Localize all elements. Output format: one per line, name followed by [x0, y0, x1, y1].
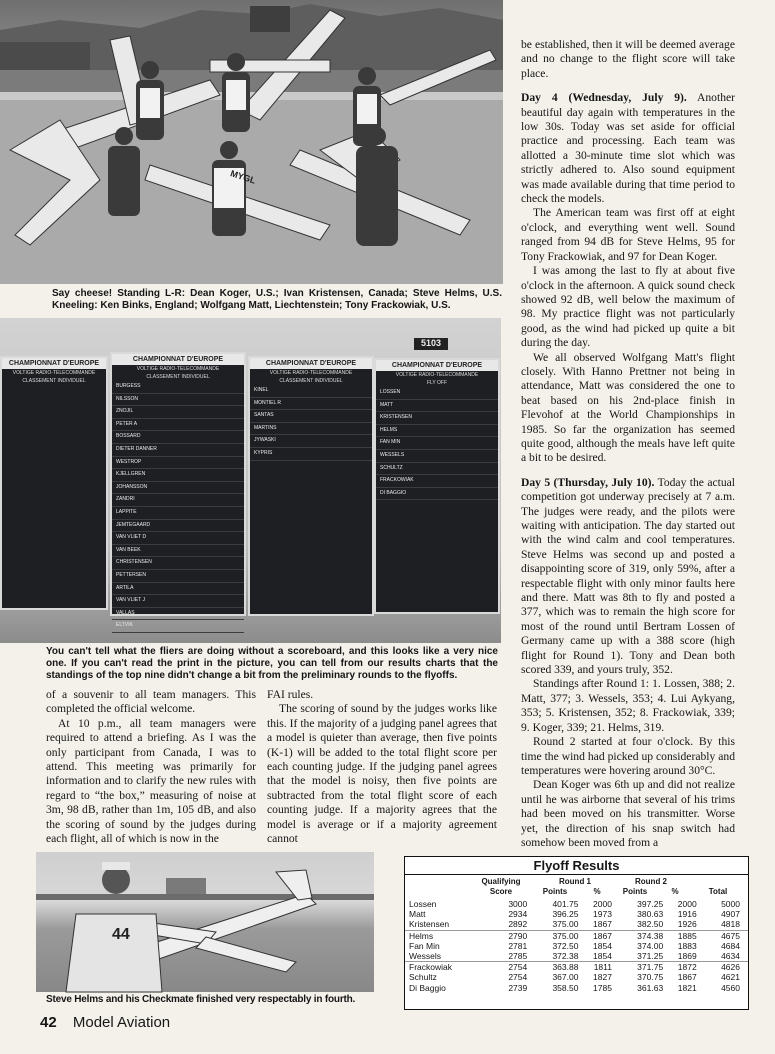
cell-total: 4560 — [721, 982, 740, 993]
cell-total: 4907 — [721, 909, 740, 920]
cell-r1-pts: 372.38 — [552, 951, 579, 962]
cell-name: Lossen — [409, 899, 437, 909]
board-name-row: DIETER DANNER — [112, 444, 244, 457]
paragraph: FAI rules. — [267, 688, 314, 701]
hat-number: 44 — [112, 926, 130, 943]
cell-total: 4675 — [697, 930, 748, 941]
board-1: CHAMPIONNAT D'EUROPE VOLTIGE RADIO-TELECOMMANDE CLASSEMENT INDIVIDUEL — [0, 356, 108, 610]
cell-r2-pct: 1867 — [677, 972, 697, 983]
cell-r2-pct: 1916 — [677, 909, 697, 920]
cell-total: 4818 — [721, 919, 740, 930]
day4-heading: Day 4 (Wednesday, July 9). — [521, 91, 687, 105]
flyoff-results-table — [404, 856, 749, 1010]
paragraph: Standings after Round 1: 1. Lossen, 388; 2. Matt, 377; 3. Wessels, 353; 4. Lui Aykyang, 353; 5. Kristensen, 352; 8. Frackowiak, 339; 9. Koger, 339; 21. Helms, 319. — [521, 677, 735, 734]
header-round2-pct: % — [671, 887, 679, 896]
cell-qual: 2754 — [470, 962, 527, 973]
cell-r1-pts: 363.88 — [527, 962, 578, 973]
table-row — [405, 941, 748, 951]
cell-r1-pts: 401.75 — [552, 899, 579, 909]
paragraph-day5 — [521, 476, 735, 678]
board-name-row: FRACKOWIAK — [376, 475, 498, 488]
flyoff-header — [405, 875, 748, 899]
table-row — [405, 983, 748, 993]
day4-body: Another beautiful day again with temperatures in the low 30s. Today was set aside for official practice and processing. Each team was allotted a 30-minute time slot which was strictly adhered to. Also sound equipment was made available during that time period to check the models. — [521, 91, 735, 206]
paragraph: Round 2 started at four o'clock. By this time the wind had picked up considerably and temperatures were hovering around 30°C. — [521, 735, 735, 777]
day5-body: Today the actual competition got underway precisely at 7 a.m. The judges were ready, and the pilots were waiting with anticipation. The day started out with the wind calm and cool temperatures. Steve Helms was second up and posted a disappointing score of 319, only 59%, after a respectable flight with only minor faults here and there. Matt was 8th to fly and posted a 377, which was to remain the high score for most of the round until Bertram Lossen of Germany came up with a 388 score (high flight for Round 1). Tony and Dean both scored 339, and yours truly, 352. — [521, 475, 735, 677]
table-row — [405, 962, 748, 973]
cell-total: 5000 — [721, 899, 740, 909]
cell-r2-pct: 1885 — [663, 930, 697, 941]
header-round2-points: Points — [622, 887, 648, 896]
cell-r2-pct: 2000 — [677, 899, 697, 909]
board-2-rows — [112, 381, 244, 633]
cell-r2-pts: 380.63 — [637, 909, 664, 920]
board-name-row: VAN VLIET D — [112, 532, 244, 545]
cell-qual: 2785 — [508, 951, 528, 962]
board-3: CHAMPIONNAT D'EUROPE VOLTIGE RADIO-TELECOMMANDE CLASSEMENT INDIVIDUEL KINEL MONTIEL R SANTAS MARTINS JYWASKI KYPRIS — [248, 356, 374, 616]
text-column-right — [521, 38, 735, 850]
cell-qual: 2934 — [508, 909, 528, 920]
board-name-row: BOSSARD — [112, 431, 244, 444]
cell-qual: 2790 — [470, 930, 527, 941]
board-name-row: KINEL — [250, 385, 372, 398]
paragraph-day4 — [521, 91, 735, 206]
flyoff-table-body — [405, 899, 748, 993]
cell-qual: 2739 — [508, 982, 528, 993]
cell-r1-pct: 1973 — [593, 909, 612, 920]
magazine-name: Model Aviation — [72, 1014, 171, 1031]
cell-r1-pct: 1854 — [593, 951, 612, 962]
cell-r2-pts: 374.00 — [637, 940, 664, 951]
board-name-row: SANTAS — [250, 410, 372, 423]
cell-r1-pts: 375.00 — [552, 919, 579, 930]
board-name-row: MONTIEL R — [250, 398, 372, 411]
header-round1: Round 1 — [559, 877, 591, 886]
cell-r2-pts: 370.75 — [637, 972, 664, 983]
paragraph: I was among the last to fly at about five o'clock in the afternoon. A quick sound check showed 92 dB, well below the maximum of 98. My practice flight was not particularly good, as the wind had picked up quite a bit during the day. — [521, 264, 735, 350]
cell-r2-pct: 1821 — [677, 982, 697, 993]
board-name-row: VAN VLIET J — [112, 595, 244, 608]
cell-name: Schultz — [409, 972, 437, 983]
cell-r1-pct: 1811 — [578, 962, 612, 973]
cell-total: 4634 — [721, 951, 740, 962]
board-name-row: CHRISTENSEN — [112, 557, 244, 570]
board-name-row: NILSSON — [112, 394, 244, 407]
cell-r2-pts: 361.63 — [637, 982, 664, 993]
board-name-row: PETER A — [112, 419, 244, 432]
board-name-row: FAN MIN — [376, 437, 498, 450]
cell-name: Helms — [405, 930, 470, 941]
cell-r1-pct: 1854 — [593, 940, 612, 951]
text-column-left — [46, 688, 256, 846]
cell-r1-pct: 2000 — [593, 899, 612, 909]
cell-total: 4684 — [721, 940, 740, 951]
cell-qual: 2892 — [508, 919, 528, 930]
table-row — [405, 899, 748, 909]
cell-r1-pct: 1867 — [578, 930, 612, 941]
cell-r1-pts: 375.00 — [527, 930, 578, 941]
table-row — [405, 951, 748, 962]
board-2: CHAMPIONNAT D'EUROPE VOLTIGE RADIO-TELECOMMANDE CLASSEMENT INDIVIDUEL BURGESS NILSSON ZNOJIL PETER A BOSSARD DIETER DANNER WESTROP KJELLGREN JOHANSSON ZANDRI LAPPITE JEMTEGAARD VAN VLIET D VAN BEEK CHRISTENSEN PETTERSEN ARTILA VAN VLIET J VALLAS ELTVIK — [110, 352, 246, 616]
board-name-row: ZANDRI — [112, 494, 244, 507]
header-round1-points: Points — [542, 887, 568, 896]
board-name-row: LOSSEN — [376, 387, 498, 400]
paragraph: be established, then it will be deemed average and no change to the flight score will take place. — [521, 38, 735, 80]
cell-qual: 2781 — [508, 940, 528, 951]
cell-r1-pct: 1785 — [593, 982, 612, 993]
cell-qual: 3000 — [508, 899, 528, 909]
header-round2: Round 2 — [635, 877, 667, 886]
board-name-row: PETTERSEN — [112, 570, 244, 583]
cell-r1-pct: 1867 — [593, 919, 612, 930]
paragraph: The American team was first off at eight o'clock, and everything went well. Sound ranged from 94 dB for Steve Helms, 95 for Tony Frackowiak, and 97 for Dean Koger. — [521, 206, 735, 263]
cell-name: Fan Min — [409, 940, 440, 951]
cell-r1-pts: 372.50 — [552, 940, 579, 951]
cell-r1-pct: 1827 — [593, 972, 612, 983]
board-3-rows — [250, 385, 372, 461]
cell-total: 4621 — [721, 972, 740, 983]
cell-name: Frackowiak — [405, 962, 470, 973]
board-name-row: WESSELS — [376, 450, 498, 463]
cell-name: Wessels — [409, 951, 441, 962]
cell-r2-pct: 1926 — [677, 919, 697, 930]
cell-qual: 2754 — [508, 972, 528, 983]
board-name-row: KRISTENSEN — [376, 412, 498, 425]
paragraph: At 10 p.m., all team managers were required to attend a briefing. As I was the only participant from Canada, I was to attend. This meeting was primarily for information and to clarify the new rules with regard to “the box,” measuring of noise at 3m, 98 dB, rather than 1m, 105 dB, and also the scoring of sound by the judges during each flight, all of which is now in the — [46, 716, 256, 846]
cell-r2-pts: 382.50 — [637, 919, 664, 930]
board-name-row: JEMTEGAARD — [112, 520, 244, 533]
board-name-row: MARTINS — [250, 423, 372, 436]
paragraph: The scoring of sound by the judges works like this. If the majority of a judging panel agrees that a model is quieter than average, then five points (K-1) will be added to the total flight score per each counting judge. If the judging panel agrees that the model is noisy, then five points are subtracted from the total flight score of each counting judge. If a majority agrees that the model is average or if a majority agreement cannot — [267, 702, 497, 846]
board-name-row: ARTILA — [112, 583, 244, 596]
board-name-row: HELMS — [376, 425, 498, 438]
day5-heading: Day 5 (Thursday, July 10). — [521, 475, 655, 489]
board-name-row: BURGESS — [112, 381, 244, 394]
table-row — [405, 972, 748, 982]
board-name-row: WESTROP — [112, 457, 244, 470]
board-name-row: VALLAS — [112, 608, 244, 621]
header-round1-pct: % — [593, 887, 601, 896]
board-name-row: JYWASKI — [250, 435, 372, 448]
cell-r2-pct: 1883 — [677, 940, 697, 951]
board-name-row: LAPPITE — [112, 507, 244, 520]
page-number: 42 — [40, 1014, 57, 1031]
board-name-row: KJELLGREN — [112, 469, 244, 482]
cell-name: Di Baggio — [409, 982, 446, 993]
header-qualifying: Qualifying — [481, 877, 521, 886]
board-name-row: ELTVIK — [112, 620, 244, 633]
table-row — [405, 930, 748, 941]
board-name-row: SCHULTZ — [376, 463, 498, 476]
board-4: CHAMPIONNAT D'EUROPE VOLTIGE RADIO-TELECOMMANDE FLY OFF LOSSEN MATT KRISTENSEN HELMS FAN MIN WESSELS SCHULTZ FRACKOWIAK DI BAGGIO — [374, 358, 500, 614]
cell-r2-pts: 374.38 — [612, 930, 663, 941]
helms-photo — [36, 852, 374, 992]
cell-r2-pts: 371.25 — [637, 951, 664, 962]
cell-r1-pts: 367.00 — [552, 972, 579, 983]
pole-sign: 5103 — [414, 338, 448, 350]
paragraph: Dean Koger was 6th up and did not realize until he was airborne that several of his trims had been moved on his transmitter. Worse yet, the direction of his snap switch had somehow been moved from a — [521, 778, 735, 849]
cell-r1-pts: 396.25 — [552, 909, 579, 920]
paragraph: We all observed Wolfgang Matt's flight closely. With Hanno Prettner not being in attendance, Matt was considered the one to beat based on his 2nd-place finish in Flevohof at the World Championships in 1985. So far the organization has seemed quite good, although the meals have left quite a bit to be desired. — [521, 350, 735, 465]
table-row — [405, 919, 748, 930]
board-name-row: JOHANSSON — [112, 482, 244, 495]
board-name-row: ZNOJIL — [112, 406, 244, 419]
cell-r2-pct: 1872 — [663, 962, 697, 973]
group-photo — [0, 0, 503, 284]
scoreboard-photo — [0, 318, 501, 643]
paragraph: of a souvenir to all team managers. This completed the official welcome. — [46, 688, 256, 716]
cell-r2-pts: 371.75 — [612, 962, 663, 973]
cell-r2-pts: 397.25 — [637, 899, 664, 909]
board-4-rows — [376, 387, 498, 500]
flyoff-title: Flyoff Results — [405, 857, 748, 875]
plane-tag: MYGL — [229, 168, 257, 186]
header-score: Score — [489, 887, 513, 896]
helms-photo-caption: Steve Helms and his Checkmate finished very respectably in fourth. — [46, 994, 356, 1005]
table-row — [405, 909, 748, 919]
board-name-row: MATT — [376, 400, 498, 413]
page-footer — [40, 1014, 170, 1031]
header-total: Total — [708, 887, 728, 896]
cell-name: Matt — [409, 909, 426, 920]
board-name-row: KYPRIS — [250, 448, 372, 461]
cell-total: 4626 — [697, 962, 748, 973]
group-photo-caption: Say cheese! Standing L-R: Dean Koger, U.S.; Ivan Kristensen, Canada; Steve Helms, U.S. Kneeling: Ken Binks, England; Wolfgang Matt, Liechtenstein; Tony Frackowiak, U.S. — [52, 288, 502, 312]
board-name-row: DI BAGGIO — [376, 488, 498, 501]
board-name-row: VAN BEEK — [112, 545, 244, 558]
scoreboard-photo-caption: You can't tell what the fliers are doing without a scoreboard, and this looks like a very nice one. If you can't read the print in the picture, you can tell from our results charts that the standings of the top nine didn't change a bit from the preliminary rounds to the flyoffs. — [46, 646, 498, 682]
cell-r2-pct: 1869 — [677, 951, 697, 962]
cell-name: Kristensen — [409, 919, 450, 930]
text-column-middle — [267, 688, 497, 846]
cell-r1-pts: 358.50 — [552, 982, 579, 993]
